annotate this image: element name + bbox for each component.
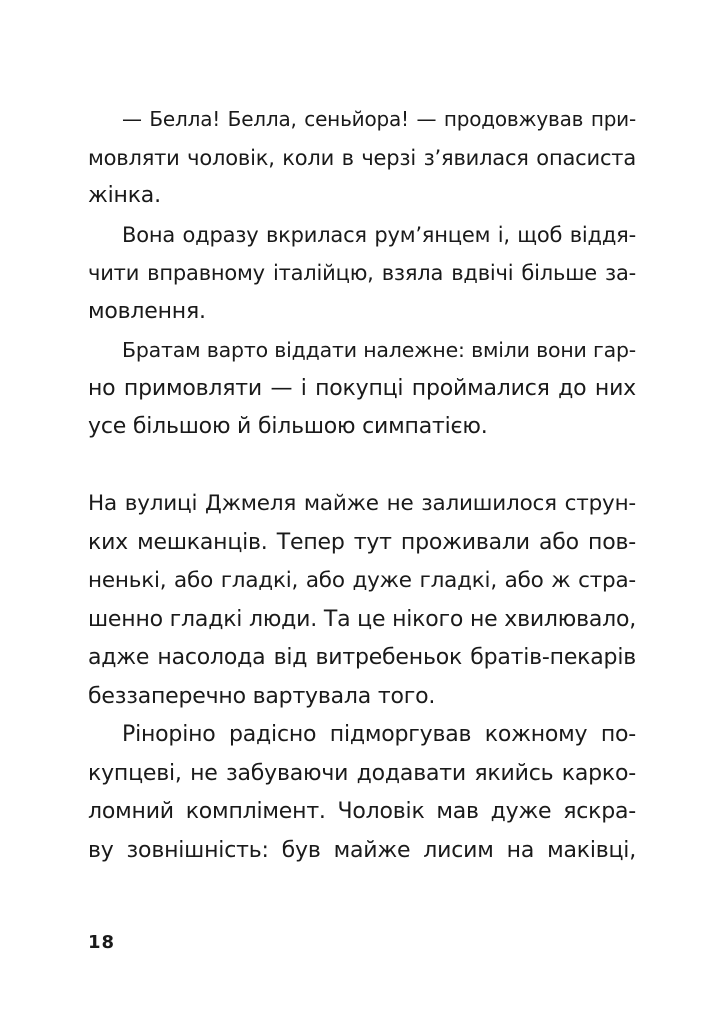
text-line: мовлення. xyxy=(88,298,206,324)
text-line: — Белла! Белла, сеньйора! — продовжував при- xyxy=(122,107,636,131)
section-break xyxy=(88,447,636,486)
text-line: ву зовнішність: був майже лисим на маківці, xyxy=(88,837,636,863)
page-body xyxy=(88,100,636,870)
text-line: шенно гладкі люди. Та це нікого не хвилювало, xyxy=(88,606,637,632)
paragraph xyxy=(88,716,636,870)
text-line: но примовляти — і покупці проймалися до них xyxy=(88,375,636,401)
text-line: ких мешканців. Тепер тут проживали або пов- xyxy=(88,529,636,555)
paragraph xyxy=(88,485,636,716)
paragraph xyxy=(88,100,636,216)
text-line: ненькі, або гладкі, або дуже гладкі, або ж стра- xyxy=(88,568,636,593)
page-number: 18 xyxy=(88,932,116,953)
text-line: купцеві, не забуваючи додавати якийсь карко- xyxy=(88,760,636,786)
paragraph xyxy=(88,331,636,447)
text-line: мовляти чоловік, коли в черзі з’явилася опасиста xyxy=(88,145,636,170)
text-line: жінка. xyxy=(88,183,161,208)
text-line: Ріноріно радісно підморгував кожному по- xyxy=(122,722,636,747)
text-line: На вулиці Джмеля майже не залишилося струн- xyxy=(88,491,636,516)
text-line: Братам варто віддати належне: вміли вони гар- xyxy=(122,338,636,362)
text-line: Вона одразу вкрилася рум’янцем і, щоб віддя- xyxy=(122,222,636,247)
text-line: адже насолода від витребеньок братів-пекарів xyxy=(88,645,636,670)
text-line: ломний комплімент. Чоловік мав дуже яскра- xyxy=(88,799,636,824)
text-line: чити вправному італійцю, взяла вдвічі більше за- xyxy=(88,261,636,285)
text-line: усе більшою й більшою симпатією. xyxy=(88,414,488,439)
paragraph xyxy=(88,216,636,332)
text-line: беззаперечно вартувала того. xyxy=(88,683,436,709)
